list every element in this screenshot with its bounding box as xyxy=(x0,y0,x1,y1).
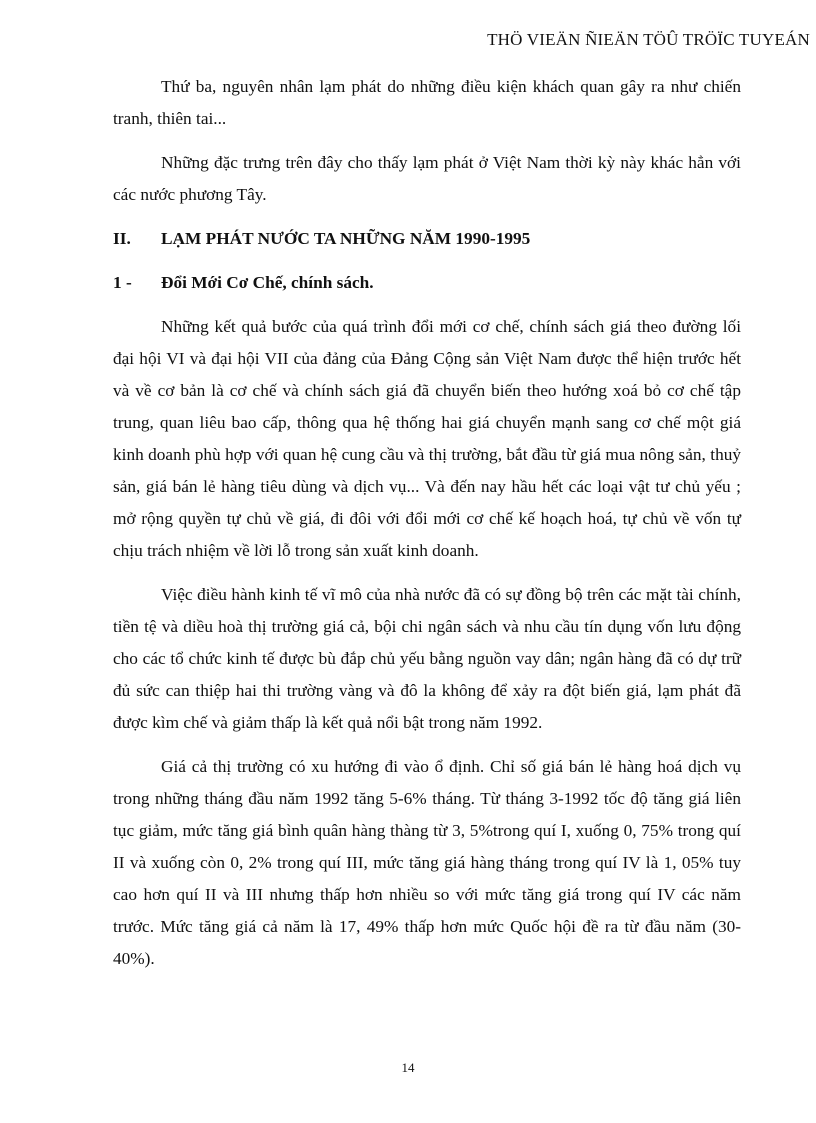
paragraph-1: Thứ ba, nguyên nhân lạm phát do những điều kiện khách quan gây ra như chiến tranh, thiên tai... xyxy=(113,77,741,128)
paragraph-2: Những đặc trưng trên đây cho thấy lạm phát ở Việt Nam thời kỳ này khác hẳn với các nước phương Tây. xyxy=(113,153,741,204)
paragraph-3: Những kết quả bước của quá trình đổi mới cơ chế, chính sách giá theo đường lối đại hội VI và đại hội VII của đảng của Đảng Cộng sản Việt Nam được thể hiện trước hết và về cơ bản là cơ chế và chính sách giá đã chuyển biến theo hướng xoá bỏ cơ chế tập trung, quan liêu bao cấp, thông qua hệ thống hai giá chuyển mạnh sang cơ chế một giá kinh doanh phù hợp với quan hệ cung cầu và thị trường, bắt đầu từ giá mua nông sản, thuỷ sản, giá bán lẻ hàng tiêu dùng và dịch vụ... Và đến nay hầu hết các loại vật tư chủ yếu ; mở rộng quyền tự chủ về giá, đi đôi với đổi mới cơ chế kế hoạch hoá, tự chủ về vốn tự chịu trách nhiệm về lời lỗ trong sản xuất kinh doanh. xyxy=(113,317,741,560)
document-body xyxy=(113,71,741,987)
page-number: 14 xyxy=(401,1060,415,1075)
subsection-heading xyxy=(113,267,741,299)
subsection-number: 1 - xyxy=(113,273,132,292)
section-title: LẠM PHÁT NƯỚC TA NHỮNG NĂM 1990-1995 xyxy=(161,229,531,248)
subsection-title: Đổi Mới Cơ Chế, chính sách. xyxy=(161,273,374,292)
page-header: THÖ VIEÄN ÑIEÄN TÖÛ TRÖÏC TUYEÁN xyxy=(487,30,810,49)
paragraph-4: Việc điều hành kinh tế vĩ mô của nhà nước đã có sự đồng bộ trên các mặt tài chính, tiền tệ và diều hoà thị trường giá cả, bội chi ngân sách và nhu cầu tín dụng vốn lưu động cho các tổ chức kinh tế được bù đắp chủ yếu bằng nguồn vay dân; ngân hàng đã có dự trữ đủ sức can thiệp hai thi trường vàng và đô la không để xảy ra đột biến giá, lạm phát đã được kìm chế và giảm thấp là kết quả nổi bật trong năm 1992. xyxy=(113,585,741,732)
section-number: II. xyxy=(113,229,131,248)
section-heading xyxy=(113,223,741,255)
paragraph-5: Giá cả thị trường có xu hướng đi vào ổ định. Chỉ số giá bán lẻ hàng hoá dịch vụ trong những tháng đầu năm 1992 tăng 5-6% tháng. Từ tháng 3-1992 tốc độ tăng giá liên tục giảm, mức tăng giá bình quân hàng thàng từ 3, 5%trong quí I, xuống 0, 75% trong quí II và xuống còn 0, 2% trong quí III, mức tăng giá hàng tháng trong quí IV là 1, 05% tuy cao hơn quí II và III nhưng thấp hơn nhiều so với mức tăng giá trong quí IV các năm trước. Mức tăng giá cả năm là 17, 49% thấp hơn mức Quốc hội đề ra từ đầu năm (30-40%). xyxy=(113,757,741,968)
